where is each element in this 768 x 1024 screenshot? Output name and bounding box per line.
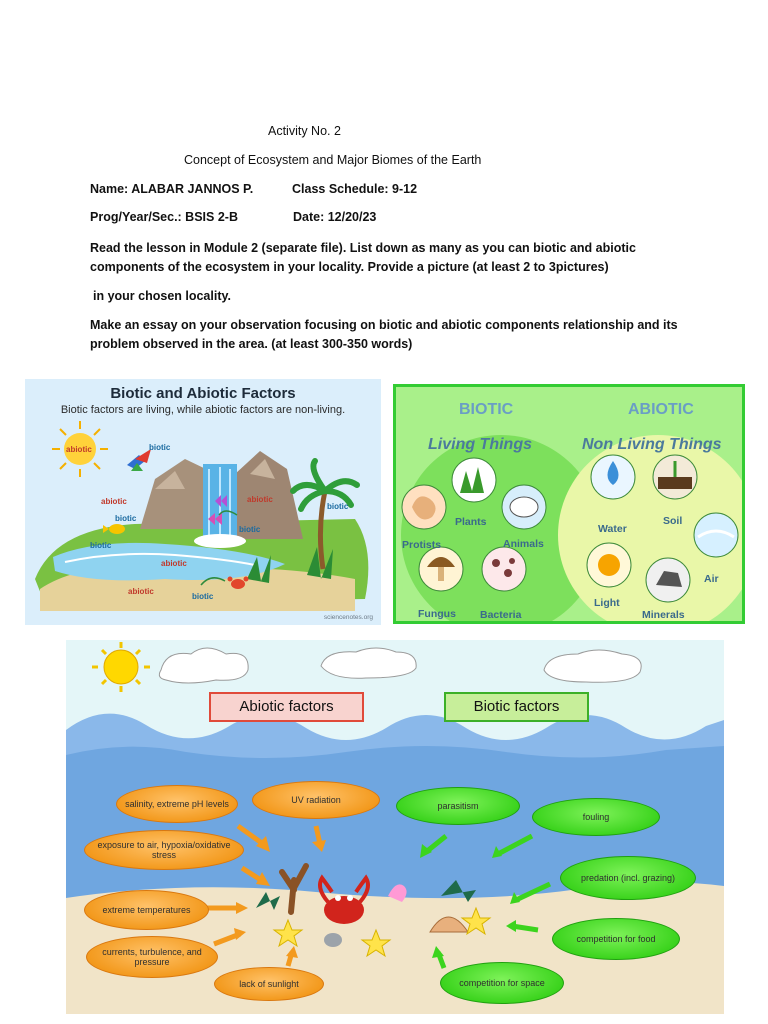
fungus-icon <box>419 547 463 591</box>
biotic-subheading: Living Things <box>428 436 532 453</box>
air-icon <box>694 513 738 557</box>
item-light: Light <box>594 597 620 609</box>
minerals-icon <box>646 558 690 602</box>
label-sand: abiotic <box>128 587 154 596</box>
abiotic-heading: ABIOTIC <box>628 401 694 418</box>
label-butterfly: biotic <box>239 525 261 534</box>
student-name: Name: ALABAR JANNOS P. <box>90 182 254 196</box>
cloud-icon <box>321 648 416 678</box>
rock-icon <box>324 933 342 947</box>
biotic-heading: BIOTIC <box>459 401 514 418</box>
label-tree: biotic <box>327 502 349 511</box>
biotic-competition-space: competition for space <box>440 962 564 1004</box>
biotic-predation: predation (incl. grazing) <box>560 856 696 900</box>
biotic-factors-title: Biotic factors <box>444 692 589 722</box>
item-air: Air <box>704 573 719 585</box>
item-soil: Soil <box>663 515 683 527</box>
cloud-icon <box>544 650 641 682</box>
sun-icon <box>92 642 150 692</box>
item-minerals: Minerals <box>642 609 685 621</box>
abiotic-currents: currents, turbulence, and pressure <box>86 936 218 978</box>
bacteria-icon <box>482 547 526 591</box>
abiotic-subheading: Non Living Things <box>582 436 722 453</box>
animals-icon <box>502 485 546 529</box>
biotic-abiotic-venn <box>393 384 745 624</box>
abiotic-uv-radiation: UV radiation <box>252 781 380 819</box>
item-fungus: Fungus <box>418 608 456 620</box>
water-icon <box>591 455 635 499</box>
label-crab: biotic <box>192 592 214 601</box>
abiotic-lack-of-sunlight: lack of sunlight <box>214 967 324 1001</box>
label-rock-left: abiotic <box>101 497 127 506</box>
label-fish: biotic <box>115 514 137 523</box>
figure1-title: Biotic and Abiotic Factors <box>110 385 296 402</box>
abiotic-extreme-temperatures: extreme temperatures <box>84 890 209 930</box>
label-water-left: biotic <box>90 541 112 550</box>
plants-icon <box>452 458 496 502</box>
instruction-paragraph-3: Make an essay on your observation focusing on biotic and abiotic components relationship and its problem observed in the area. (at least 300-350 words) <box>90 318 678 351</box>
marine-factors-diagram <box>66 640 724 1014</box>
label-water-mid: abiotic <box>161 559 187 568</box>
figure1-subtitle: Biotic factors are living, while abiotic factors are non-living. <box>60 404 346 416</box>
bird-icon <box>127 449 151 471</box>
item-water: Water <box>598 523 627 535</box>
biotic-competition-food: competition for food <box>552 918 680 960</box>
biotic-abiotic-illustration <box>25 379 381 625</box>
instruction-paragraph-1: Read the lesson in Module 2 (separate file). List down as many as you can biotic and abiotic components of the ecosystem in your locality. Provide a picture (at least 2 to 3pictures) <box>90 241 636 274</box>
figure1-credit: sciencenotes.org <box>323 614 373 621</box>
item-plants: Plants <box>455 516 487 528</box>
class-schedule: Class Schedule: 9-12 <box>292 182 418 196</box>
item-bacteria: Bacteria <box>480 609 522 621</box>
cloud-icon <box>159 648 248 683</box>
biotic-parasitism: parasitism <box>396 787 520 825</box>
subject-title: Concept of Ecosystem and Major Biomes of the Earth <box>184 153 482 167</box>
label-rock-right: abiotic <box>247 495 273 504</box>
instruction-paragraph-2: in your chosen locality. <box>93 289 231 303</box>
light-icon <box>587 543 631 587</box>
program-year-section: Prog/Year/Sec.: BSIS 2-B <box>90 210 238 224</box>
abiotic-salinity: salinity, extreme pH levels <box>116 785 238 823</box>
date: Date: 12/20/23 <box>293 210 377 224</box>
biotic-fouling: fouling <box>532 798 660 836</box>
activity-title: Activity No. 2 <box>268 124 341 138</box>
label-bird: biotic <box>149 443 171 452</box>
soil-icon <box>653 455 697 499</box>
item-animals: Animals <box>503 538 544 550</box>
abiotic-factors-title: Abiotic factors <box>209 692 364 722</box>
label-sun: abiotic <box>66 445 92 454</box>
abiotic-exposure-air: exposure to air, hypoxia/oxidative stress <box>84 830 244 870</box>
item-protists: Protists <box>402 539 442 551</box>
protists-icon <box>402 485 446 529</box>
venn-circles <box>396 387 742 621</box>
